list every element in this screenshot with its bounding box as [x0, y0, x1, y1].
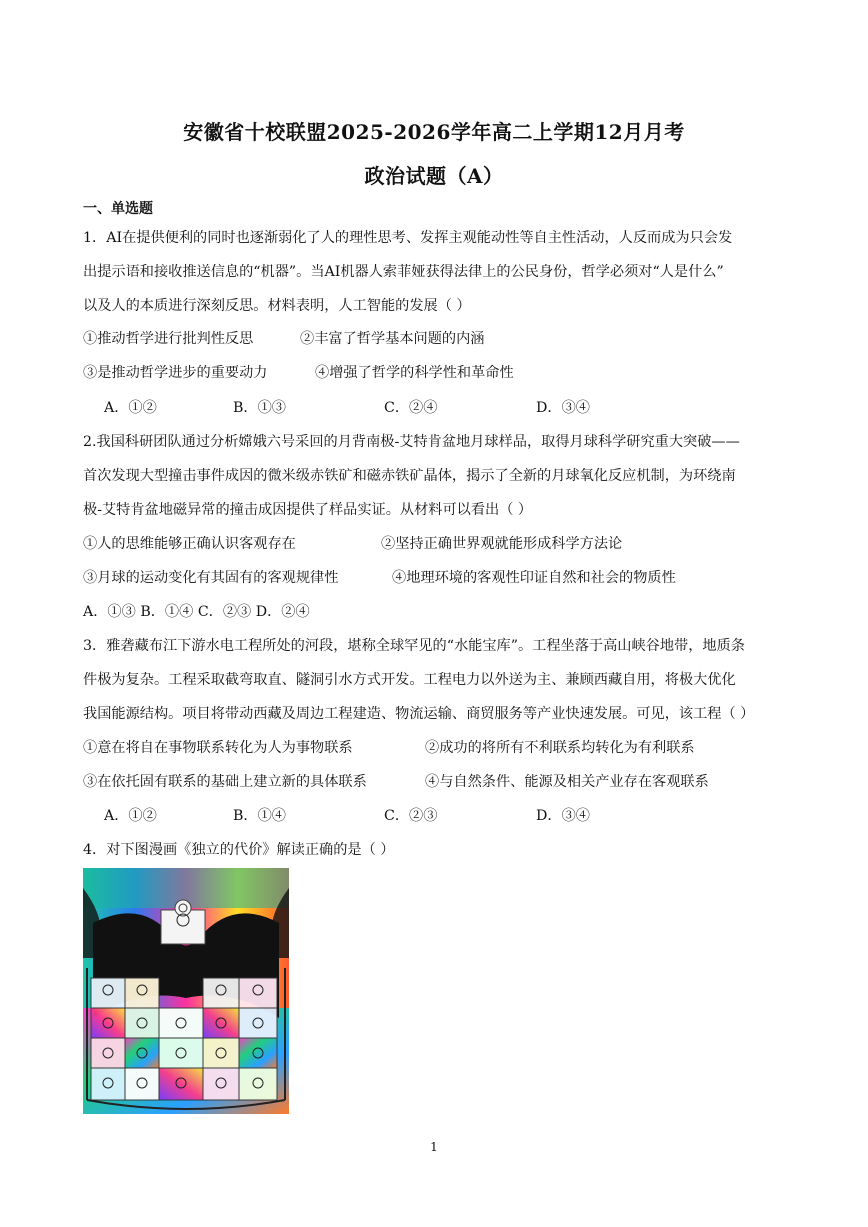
q3-statement-2: ②成功的将所有不利联系均转化为有利联系	[425, 740, 695, 756]
q2-options: A．①③ B．①④ C．②③ D．②④	[83, 604, 310, 620]
q1-stem-line-1: 1．AI在提供便利的同时也逐渐弱化了人的理性思考、发挥主观能动性等自主性活动，人反而成为只会发	[83, 230, 733, 246]
q3-option-d: D．③④	[536, 808, 590, 824]
exam-subtitle: 政治试题（A）	[364, 164, 504, 188]
q1-stem-line-3: 以及人的本质进行深刻反思。材料表明，人工智能的发展（ ）	[83, 298, 471, 314]
q1-option-c: C．②④	[384, 400, 438, 416]
q2-statement-4: ④地理环境的客观性印证自然和社会的物质性	[392, 570, 676, 586]
q2-statement-3: ③月球的运动变化有其固有的客观规律性	[83, 570, 339, 586]
exam-title: 安徽省十校联盟2025-2026学年高二上学期12月月考	[183, 120, 685, 144]
q2-stem-line-2: 首次发现大型撞击事件成因的微米级赤铁矿和磁赤铁矿晶体，揭示了全新的月球氧化反应机制，为环绕南	[83, 468, 736, 484]
q1-stem-line-2: 出提示语和接收推送信息的“机器”。当AI机器人索菲娅获得法律上的公民身份，哲学必须对“人是什么”	[83, 264, 724, 280]
q1-option-d: D．③④	[536, 400, 590, 416]
q1-statement-4: ④增强了哲学的科学性和革命性	[315, 365, 514, 381]
q1-statement-3: ③是推动哲学进步的重要动力	[83, 365, 268, 381]
q2-statement-2: ②坚持正确世界观就能形成科学方法论	[381, 536, 623, 552]
comic-image	[83, 868, 289, 1114]
q2-statement-1: ①人的思维能够正确认识客观存在	[83, 536, 296, 552]
q3-stem-line-2: 件极为复杂。工程采取截弯取直、隧洞引水方式开发。工程电力以外送为主、兼顾西藏自用，将极大优化	[83, 672, 736, 688]
q4-stem-line-1: 4．对下图漫画《独立的代价》解读正确的是（ ）	[83, 842, 395, 858]
q3-stem-line-1: 3．雅砻藏布江下游水电工程所处的河段，堪称全球罕见的“水能宝库”。工程坐落于高山峡谷地带，地质条	[83, 638, 745, 654]
q2-stem-line-3: 极-艾特肯盆地磁异常的撞击成因提供了样品实证。从材料可以看出（ ）	[83, 502, 533, 518]
q1-statement-2: ②丰富了哲学基本问题的内涵	[300, 331, 485, 347]
section-heading: 一、单选题	[83, 201, 153, 217]
q3-option-c: C．②③	[384, 808, 438, 824]
q3-statement-1: ①意在将自在事物联系转化为人为事物联系	[83, 740, 353, 756]
q3-option-a: A．①②	[104, 808, 157, 824]
q3-statement-3: ③在依托固有联系的基础上建立新的具体联系	[83, 774, 367, 790]
q3-option-b: B．①④	[233, 808, 286, 824]
q3-stem-line-3: 我国能源结构。项目将带动西藏及周边工程建造、物流运输、商贸服务等产业快速发展。可见，该工程（ ）	[83, 706, 755, 722]
q1-option-b: B．①③	[233, 400, 286, 416]
page-number: 1	[430, 1140, 438, 1154]
q3-statement-4: ④与自然条件、能源及相关产业存在客观联系	[425, 774, 709, 790]
q1-statement-1: ①推动哲学进行批判性反思	[83, 331, 254, 347]
q2-stem-line-1: 2.我国科研团队通过分析嫦娥六号采回的月背南极-艾特肯盆地月球样品，取得月球科学研究重大突破——	[83, 434, 740, 450]
q1-option-a: A．①②	[104, 400, 157, 416]
